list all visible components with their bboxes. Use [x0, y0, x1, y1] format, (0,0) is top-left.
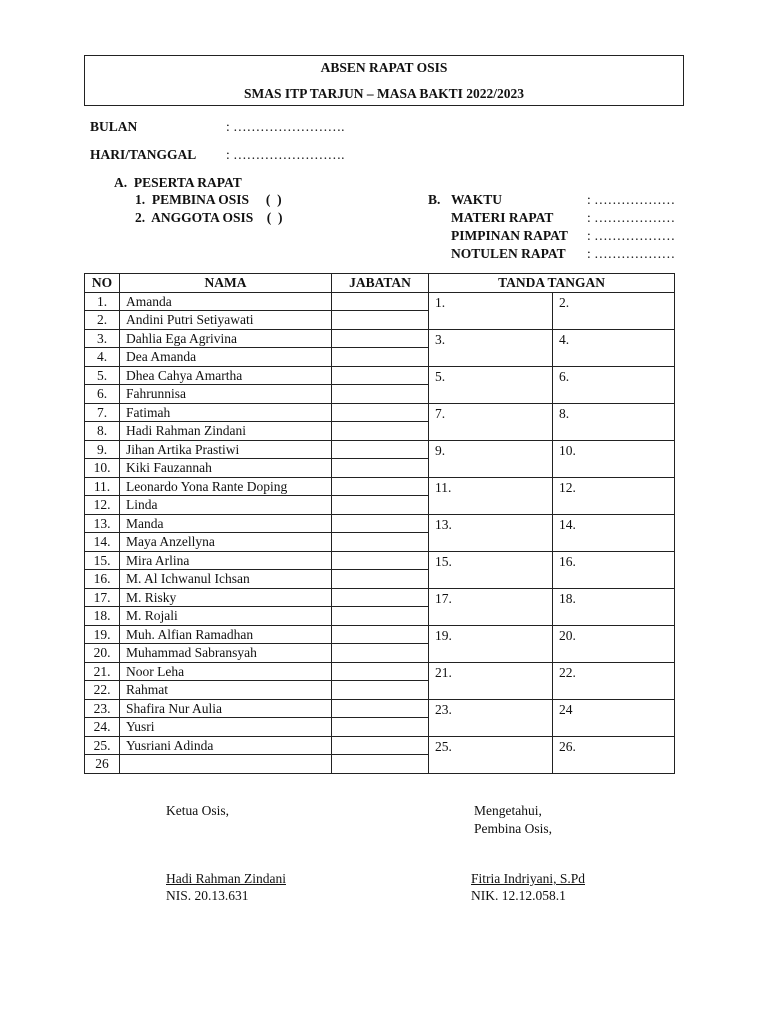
row-name: Dhea Cahya Amartha	[120, 366, 332, 385]
row-name: Manda	[120, 514, 332, 533]
row-jabatan-cell[interactable]	[332, 644, 429, 663]
table-row	[85, 551, 675, 570]
section-b-label: MATERI RAPAT	[451, 210, 554, 225]
attendance-body	[85, 292, 675, 773]
row-name	[120, 755, 332, 774]
row-name: Mira Arlina	[120, 551, 332, 570]
mengetahui-text: Mengetahui,	[474, 803, 542, 818]
row-number: 22.	[85, 681, 120, 700]
pembina-osis-nik: NIK. 12.12.058.1	[471, 888, 566, 903]
anggota-osis-option[interactable]: 2. ANGGOTA OSIS ( )	[135, 210, 283, 225]
row-name: Fatimah	[120, 403, 332, 422]
table-header-row	[85, 274, 675, 293]
row-number: 17.	[85, 588, 120, 607]
row-number: 12.	[85, 496, 120, 515]
signature-cell[interactable]: 19.	[429, 625, 553, 662]
section-b-label: PIMPINAN RAPAT	[451, 228, 568, 243]
bulan-value[interactable]: : …………………….	[226, 119, 345, 134]
row-number: 19.	[85, 625, 120, 644]
signature-cell[interactable]: 1.	[429, 292, 553, 329]
row-number: 26	[85, 755, 120, 774]
row-jabatan-cell[interactable]	[332, 459, 429, 478]
row-jabatan-cell[interactable]	[332, 718, 429, 737]
row-jabatan-cell[interactable]	[332, 440, 429, 459]
header-jabatan: JABATAN	[332, 274, 429, 293]
row-number: 9.	[85, 440, 120, 459]
row-name: Maya Anzellyna	[120, 533, 332, 552]
signature-cell[interactable]: 23.	[429, 699, 553, 736]
table-row	[85, 699, 675, 718]
row-name: Yusriani Adinda	[120, 736, 332, 755]
row-jabatan-cell[interactable]	[332, 551, 429, 570]
row-number: 14.	[85, 533, 120, 552]
section-b-value[interactable]: : ………………	[587, 192, 676, 207]
row-name: Andini Putri Setiyawati	[120, 311, 332, 330]
pembina-osis-name: Fitria Indriyani, S.Pd	[471, 871, 585, 886]
section-b-value[interactable]: : ………………	[587, 246, 676, 261]
row-name: Hadi Rahman Zindani	[120, 422, 332, 441]
signature-cell[interactable]: 15.	[429, 551, 553, 588]
row-number: 16.	[85, 570, 120, 589]
row-jabatan-cell[interactable]	[332, 588, 429, 607]
row-jabatan-cell[interactable]	[332, 311, 429, 330]
signature-cell[interactable]: 7.	[429, 403, 553, 440]
row-number: 20.	[85, 644, 120, 663]
signature-cell[interactable]: 5.	[429, 366, 553, 403]
row-number: 4.	[85, 348, 120, 367]
row-number: 1.	[85, 292, 120, 311]
signature-cell[interactable]: 2.	[553, 292, 675, 329]
section-b-label: NOTULEN RAPAT	[451, 246, 566, 261]
row-jabatan-cell[interactable]	[332, 662, 429, 681]
row-jabatan-cell[interactable]	[332, 329, 429, 348]
attendance-table	[84, 273, 675, 774]
document-subtitle: SMAS ITP TARJUN – MASA BAKTI 2022/2023	[243, 86, 525, 101]
header-nama: NAMA	[120, 274, 332, 293]
table-row	[85, 329, 675, 348]
signature-cell[interactable]: 11.	[429, 477, 553, 514]
signature-cell[interactable]: 4.	[553, 329, 675, 366]
section-b-value[interactable]: : ………………	[587, 210, 676, 225]
table-row	[85, 292, 675, 311]
row-jabatan-cell[interactable]	[332, 755, 429, 774]
row-name: Rahmat	[120, 681, 332, 700]
row-number: 13.	[85, 514, 120, 533]
signature-cell[interactable]: 17.	[429, 588, 553, 625]
row-name: M. Al Ichwanul Ichsan	[120, 570, 332, 589]
table-row	[85, 366, 675, 385]
section-b-label: WAKTU	[451, 192, 503, 207]
row-number: 24.	[85, 718, 120, 737]
signature-cell[interactable]: 10.	[553, 440, 675, 477]
row-jabatan-cell[interactable]	[332, 736, 429, 755]
table-row	[85, 403, 675, 422]
row-jabatan-cell[interactable]	[332, 385, 429, 404]
table-row	[85, 477, 675, 496]
signature-cell[interactable]: 22.	[553, 662, 675, 699]
row-jabatan-cell[interactable]	[332, 496, 429, 515]
signature-cell[interactable]: 6.	[553, 366, 675, 403]
table-row	[85, 625, 675, 644]
signature-cell[interactable]: 24	[553, 699, 675, 736]
signature-cell[interactable]: 25.	[429, 736, 553, 773]
pembina-osis-option[interactable]: 1. PEMBINA OSIS ( )	[135, 192, 282, 207]
signature-cell[interactable]: 9.	[429, 440, 553, 477]
row-name: Jihan Artika Prastiwi	[120, 440, 332, 459]
row-number: 5.	[85, 366, 120, 385]
row-jabatan-cell[interactable]	[332, 681, 429, 700]
table-row	[85, 588, 675, 607]
row-number: 11.	[85, 477, 120, 496]
row-number: 6.	[85, 385, 120, 404]
table-row	[85, 440, 675, 459]
row-name: M. Rojali	[120, 607, 332, 626]
row-jabatan-cell[interactable]	[332, 514, 429, 533]
row-number: 10.	[85, 459, 120, 478]
signature-cell[interactable]: 13.	[429, 514, 553, 551]
row-jabatan-cell[interactable]	[332, 348, 429, 367]
row-jabatan-cell[interactable]	[332, 699, 429, 718]
ketua-osis-role: Ketua Osis,	[166, 803, 229, 818]
row-number: 21.	[85, 662, 120, 681]
section-b-letter: B.	[428, 192, 441, 207]
signature-cell[interactable]: 14.	[553, 514, 675, 551]
row-jabatan-cell[interactable]	[332, 533, 429, 552]
section-a-title: A. PESERTA RAPAT	[114, 175, 242, 190]
row-number: 8.	[85, 422, 120, 441]
signature-cell[interactable]: 12.	[553, 477, 675, 514]
table-row	[85, 662, 675, 681]
pembina-osis-role: Pembina Osis,	[474, 821, 553, 836]
row-name: Noor Leha	[120, 662, 332, 681]
row-number: 3.	[85, 329, 120, 348]
row-jabatan-cell[interactable]	[332, 422, 429, 441]
row-name: Dahlia Ega Agrivina	[120, 329, 332, 348]
header-box	[84, 55, 684, 106]
row-number: 25.	[85, 736, 120, 755]
row-name: Muhammad Sabransyah	[120, 644, 332, 663]
row-jabatan-cell[interactable]	[332, 570, 429, 589]
hari-tanggal-value[interactable]: : …………………….	[226, 147, 345, 162]
row-name: Shafira Nur Aulia	[120, 699, 332, 718]
row-number: 18.	[85, 607, 120, 626]
signature-cell[interactable]: 16.	[553, 551, 675, 588]
row-jabatan-cell[interactable]	[332, 403, 429, 422]
row-name: Linda	[120, 496, 332, 515]
row-name: Fahrunnisa	[120, 385, 332, 404]
header-tanda-tangan: TANDA TANGAN	[429, 274, 675, 293]
row-number: 15.	[85, 551, 120, 570]
signature-cell[interactable]: 20.	[553, 625, 675, 662]
row-number: 7.	[85, 403, 120, 422]
row-jabatan-cell[interactable]	[332, 477, 429, 496]
row-jabatan-cell[interactable]	[332, 366, 429, 385]
section-b-value[interactable]: : ………………	[587, 228, 676, 243]
hari-tanggal-label: HARI/TANGGAL	[90, 147, 197, 162]
row-name: Amanda	[120, 292, 332, 311]
document-title: ABSEN RAPAT OSIS	[320, 60, 448, 75]
signature-cell[interactable]: 21.	[429, 662, 553, 699]
row-jabatan-cell[interactable]	[332, 292, 429, 311]
row-name: M. Risky	[120, 588, 332, 607]
signature-cell[interactable]: 8.	[553, 403, 675, 440]
table-row	[85, 514, 675, 533]
row-name: Yusri	[120, 718, 332, 737]
table-row	[85, 736, 675, 755]
row-name: Kiki Fauzannah	[120, 459, 332, 478]
row-name: Dea Amanda	[120, 348, 332, 367]
row-number: 23.	[85, 699, 120, 718]
signature-cell[interactable]: 26.	[553, 736, 675, 773]
signature-cell[interactable]: 18.	[553, 588, 675, 625]
ketua-osis-nis: NIS. 20.13.631	[166, 888, 249, 903]
row-name: Leonardo Yona Rante Doping	[120, 477, 332, 496]
bulan-label: BULAN	[90, 119, 138, 134]
ketua-osis-name: Hadi Rahman Zindani	[166, 871, 286, 886]
row-jabatan-cell[interactable]	[332, 625, 429, 644]
header-no: NO	[85, 274, 120, 293]
row-number: 2.	[85, 311, 120, 330]
row-jabatan-cell[interactable]	[332, 607, 429, 626]
row-name: Muh. Alfian Ramadhan	[120, 625, 332, 644]
signature-cell[interactable]: 3.	[429, 329, 553, 366]
